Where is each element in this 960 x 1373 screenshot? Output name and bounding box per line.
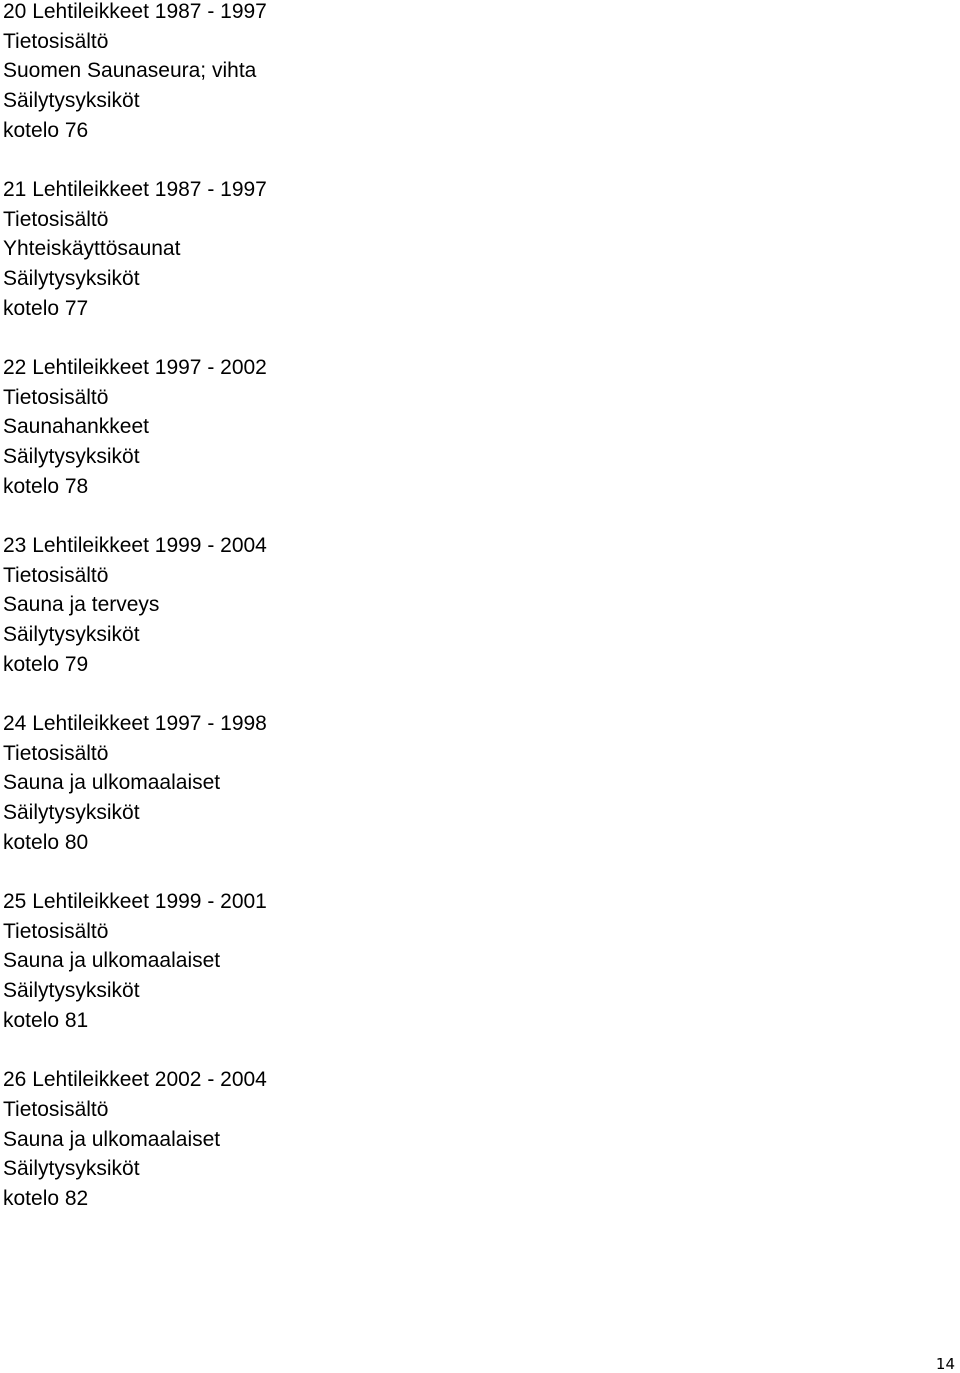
entry-heading: 20 Lehtileikkeet 1987 - 1997 bbox=[3, 0, 267, 23]
content-value: Saunahankkeet bbox=[3, 415, 149, 439]
content-value: Sauna ja terveys bbox=[3, 593, 160, 617]
entry-heading: 23 Lehtileikkeet 1999 - 2004 bbox=[3, 534, 267, 558]
content-value: Sauna ja ulkomaalaiset bbox=[3, 771, 221, 795]
archive-entry bbox=[3, 1065, 903, 1214]
archive-entry bbox=[3, 0, 903, 146]
content-label: Tietosisältö bbox=[3, 919, 109, 943]
storage-label: Säilytysyksiköt bbox=[3, 1157, 140, 1181]
content-value: Sauna ja ulkomaalaiset bbox=[3, 1127, 221, 1151]
entry-heading: 25 Lehtileikkeet 1999 - 2001 bbox=[3, 890, 267, 914]
content-label: Tietosisältö bbox=[3, 207, 109, 231]
storage-value: kotelo 79 bbox=[3, 652, 89, 676]
content-label: Tietosisältö bbox=[3, 741, 109, 765]
entry-heading: 24 Lehtileikkeet 1997 - 1998 bbox=[3, 712, 267, 736]
entry-heading: 21 Lehtileikkeet 1987 - 1997 bbox=[3, 178, 267, 202]
archive-entry bbox=[3, 353, 903, 502]
entry-heading: 22 Lehtileikkeet 1997 - 2002 bbox=[3, 356, 267, 380]
content-value: Yhteiskäyttösaunat bbox=[3, 237, 181, 261]
storage-label: Säilytysyksiköt bbox=[3, 801, 140, 825]
storage-label: Säilytysyksiköt bbox=[3, 267, 140, 291]
entry-heading: 26 Lehtileikkeet 2002 - 2004 bbox=[3, 1068, 267, 1092]
storage-value: kotelo 81 bbox=[3, 1008, 89, 1032]
storage-value: kotelo 80 bbox=[3, 830, 89, 854]
storage-label: Säilytysyksiköt bbox=[3, 89, 140, 113]
content-label: Tietosisältö bbox=[3, 563, 109, 587]
storage-value: kotelo 78 bbox=[3, 474, 89, 498]
content-label: Tietosisältö bbox=[3, 29, 109, 53]
archive-entry bbox=[3, 175, 903, 324]
content-value: Sauna ja ulkomaalaiset bbox=[3, 949, 221, 973]
storage-value: kotelo 77 bbox=[3, 296, 89, 320]
storage-label: Säilytysyksiköt bbox=[3, 623, 140, 647]
storage-value: kotelo 82 bbox=[3, 1186, 89, 1210]
archive-entry-list bbox=[3, 0, 903, 1243]
storage-value: kotelo 76 bbox=[3, 118, 89, 142]
content-value: Suomen Saunaseura; vihta bbox=[3, 59, 257, 83]
content-label: Tietosisältö bbox=[3, 385, 109, 409]
page-number: 14 bbox=[935, 1355, 955, 1373]
archive-entry bbox=[3, 709, 903, 858]
storage-label: Säilytysyksiköt bbox=[3, 979, 140, 1003]
archive-entry bbox=[3, 531, 903, 680]
storage-label: Säilytysyksiköt bbox=[3, 445, 140, 469]
archive-entry bbox=[3, 887, 903, 1036]
content-label: Tietosisältö bbox=[3, 1097, 109, 1121]
